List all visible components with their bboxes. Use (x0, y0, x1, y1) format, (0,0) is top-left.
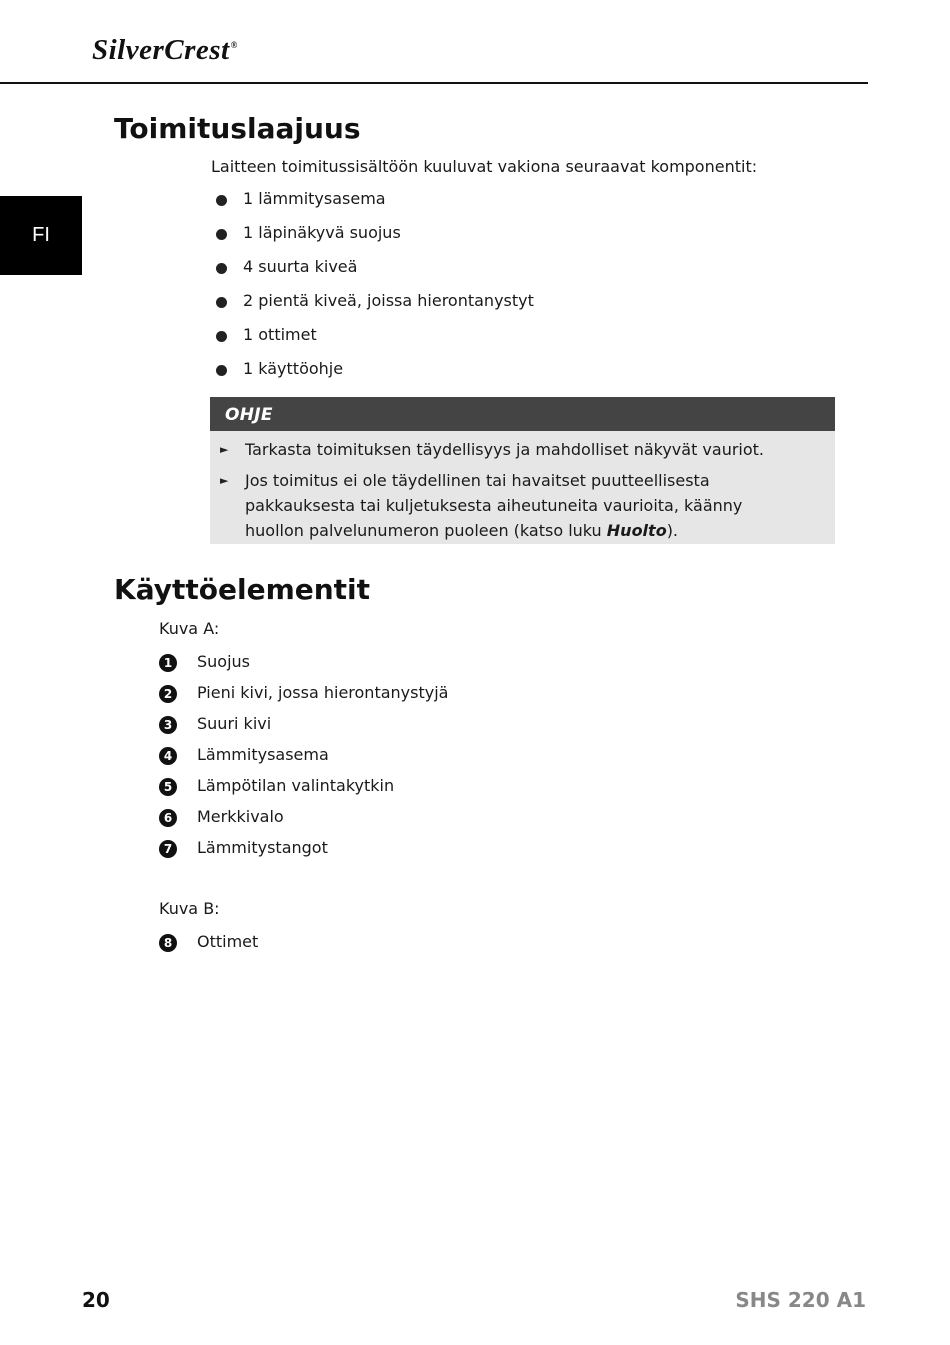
part-number-badge: 7 (159, 840, 177, 858)
part-number-badge: 8 (159, 934, 177, 952)
part-number-badge: 4 (159, 747, 177, 765)
list-item (216, 257, 534, 291)
registered-mark: ® (230, 40, 238, 50)
bullet-icon (216, 263, 227, 274)
part-label: Suuri kivi (197, 714, 272, 733)
list-item-label: 1 ottimet (243, 325, 317, 344)
part-label: Lämmitysasema (197, 745, 329, 764)
list-item-label: 4 suurta kiveä (243, 257, 358, 276)
figure-a-label: Kuva A: (159, 619, 220, 638)
arrow-right-icon: ► (220, 474, 229, 487)
brand-logo (92, 34, 238, 67)
model-number: SHS 220 A1 (735, 1288, 866, 1312)
list-item (216, 359, 534, 393)
note-item (220, 437, 805, 462)
page-number: 20 (82, 1288, 110, 1312)
note-heading: OHJE (210, 397, 835, 431)
figure-b-parts-list (159, 932, 258, 963)
arrow-right-icon: ► (220, 443, 229, 456)
list-item (216, 189, 534, 223)
brand-name: SilverCrest (92, 34, 230, 66)
bullet-icon (216, 331, 227, 342)
part-number-badge: 3 (159, 716, 177, 734)
note-item-text-end: ). (666, 521, 679, 540)
list-item-label: 1 läpinäkyvä suojus (243, 223, 401, 242)
part-item (159, 745, 448, 776)
bullet-icon (216, 365, 227, 376)
part-label: Ottimet (197, 932, 259, 951)
list-item-label: 2 pientä kiveä, joissa hierontanystyt (243, 291, 534, 310)
part-number-badge: 6 (159, 809, 177, 827)
list-item (216, 223, 534, 257)
figure-b-label: Kuva B: (159, 899, 220, 918)
delivery-intro: Laitteen toimitussisältöön kuuluvat vakiona seuraavat komponentit: (211, 157, 758, 176)
part-item (159, 838, 448, 869)
language-tab: FI (0, 196, 82, 275)
header-divider (0, 82, 868, 84)
figure-a-parts-list (159, 652, 448, 869)
part-label: Lämpötilan valintakytkin (197, 776, 395, 795)
part-item (159, 776, 448, 807)
part-label: Suojus (197, 652, 251, 671)
part-item (159, 932, 258, 963)
part-number-badge: 2 (159, 685, 177, 703)
note-box (210, 397, 835, 544)
section-title-controls: Käyttöelementit (114, 573, 371, 606)
chapter-reference: Huolto (606, 521, 667, 540)
list-item-label: 1 lämmitysasema (243, 189, 386, 208)
bullet-icon (216, 297, 227, 308)
part-label: Lämmitystangot (197, 838, 328, 857)
part-label: Pieni kivi, jossa hierontanystyjä (197, 683, 449, 702)
bullet-icon (216, 229, 227, 240)
part-item (159, 683, 448, 714)
note-item-text (245, 468, 805, 543)
list-item-label: 1 käyttöohje (243, 359, 344, 378)
section-title-delivery: Toimituslaajuus (114, 112, 361, 145)
delivery-list (216, 189, 534, 393)
part-item (159, 807, 448, 838)
part-label: Merkkivalo (197, 807, 284, 826)
bullet-icon (216, 195, 227, 206)
list-item (216, 291, 534, 325)
part-number-badge: 1 (159, 654, 177, 672)
note-item-text-start: Jos toimitus ei ole täydellinen tai havaitset puutteellisesta pakkauksesta tai kuljetuksesta aiheutuneita vaurioita, käänny huollon palvelunumeron puoleen (katso luku (245, 471, 743, 540)
list-item (216, 325, 534, 359)
part-number-badge: 5 (159, 778, 177, 796)
note-item-text: Tarkasta toimituksen täydellisyys ja mahdolliset näkyvät vauriot. (245, 440, 765, 459)
note-item (220, 468, 805, 543)
part-item (159, 652, 448, 683)
part-item (159, 714, 448, 745)
